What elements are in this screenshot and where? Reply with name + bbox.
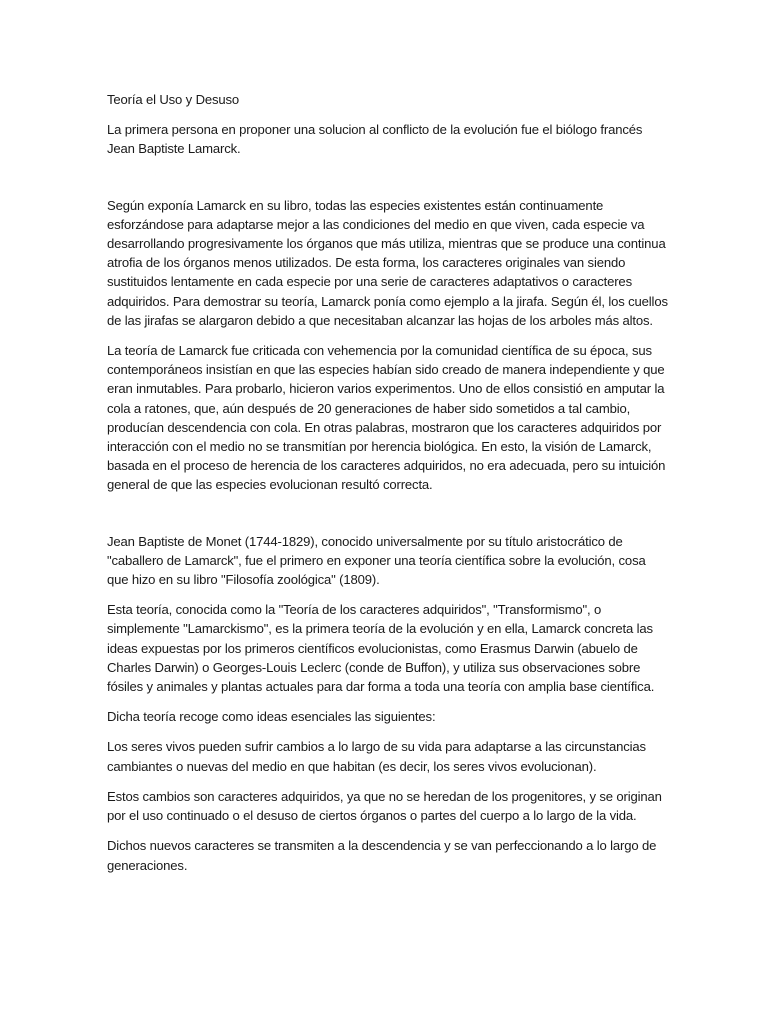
document-title: Teoría el Uso y Desuso xyxy=(107,92,240,107)
paragraph-essential-ideas: Dicha teoría recoge como ideas esenciales las siguientes: xyxy=(107,709,436,725)
paragraph-theory-description: Esta teoría, conocida como la "Teoría de los caracteres adquiridos", "Transformismo", o simplemente "Lamarckismo", es la primera teoría de la evolución y en ella, Lamarck concreta las ideas expuestas por los primeros científicos evolucionistas, como Erasmus Darwin (abuelo de Charles Darwin) o Georges-Louis Leclerc (conde de Buffon), y utiliza sus observaciones sobre fósiles y animales y plantas actuales para dar forma a toda una teoría con amplia base científica. xyxy=(107,602,655,695)
paragraph-idea-3: Dichos nuevos caracteres se transmiten a la descendencia y se van perfeccionando a lo largo de generaciones. xyxy=(107,838,657,873)
paragraph-criticism: La teoría de Lamarck fue criticada con vehemencia por la comunidad científica de su época, sus contemporáneos insistían en que las especies habían sido creado de manera independiente y que eran inmutables. Para probarlo, hicieron varios experimentos. Uno de ellos consistió en amputar la cola a ratones, que, aún después de 20 generaciones de haber sido sometidos a tal cambio, producían descendencia con cola. En otras palabras, mostraron que los caracteres adquiridos por interacción con el medio no se transmitían por herencia biológica. En esto, la visión de Lamarck, basada en el proceso de herencia de los caracteres adquiridos, no era adecuada, pero su intuición general de que las especies evolucionan resultó correcta. xyxy=(107,343,666,493)
paragraph-idea-2: Estos cambios son caracteres adquiridos, ya que no se heredan de los progenitores, y se originan por el uso continuado o el desuso de ciertos órganos o partes del cuerpo a lo largo de la vida. xyxy=(107,788,662,824)
paragraph-idea-1: Los seres vivos pueden sufrir cambios a lo largo de su vida para adaptarse a las circunstancias cambiantes o nuevas del medio en que habitan (es decir, los seres vivos evolucionan). xyxy=(107,739,646,774)
paragraph-biography: Jean Baptiste de Monet (1744-1829), conocido universalmente por su título aristocrático de "caballero de Lamarck", fue el primero en exponer una teoría científica sobre la evolución, cosa que hizo en su libro "Filosofía zoológica" (1809). xyxy=(107,533,646,588)
paragraph-intro: La primera persona en proponer una solucion al conflicto de la evolución fue el biólogo francés Jean Baptiste Lamarck. xyxy=(107,122,643,157)
paragraph-lamarck-book: Según exponía Lamarck en su libro, todas las especies existentes están continuamente esforzándose para adaptarse mejor a las condiciones del medio en que viven, cada especie va desarrollando progresivamente los órganos que más utiliza, mientras que se produce una continua atrofia de los órganos menos utilizados. De esta forma, los caracteres originales van siendo sustituidos lentamente en cada especie por una serie de caracteres adaptativos o caracteres adquiridos. Para demostrar su teoría, Lamarck ponía como ejemplo a la jirafa. Según él, los cuellos de las jirafas se alargaron debido a que necesitaban alcanzar las hojas de los arboles más altos. xyxy=(107,197,668,328)
document-body xyxy=(107,90,669,886)
